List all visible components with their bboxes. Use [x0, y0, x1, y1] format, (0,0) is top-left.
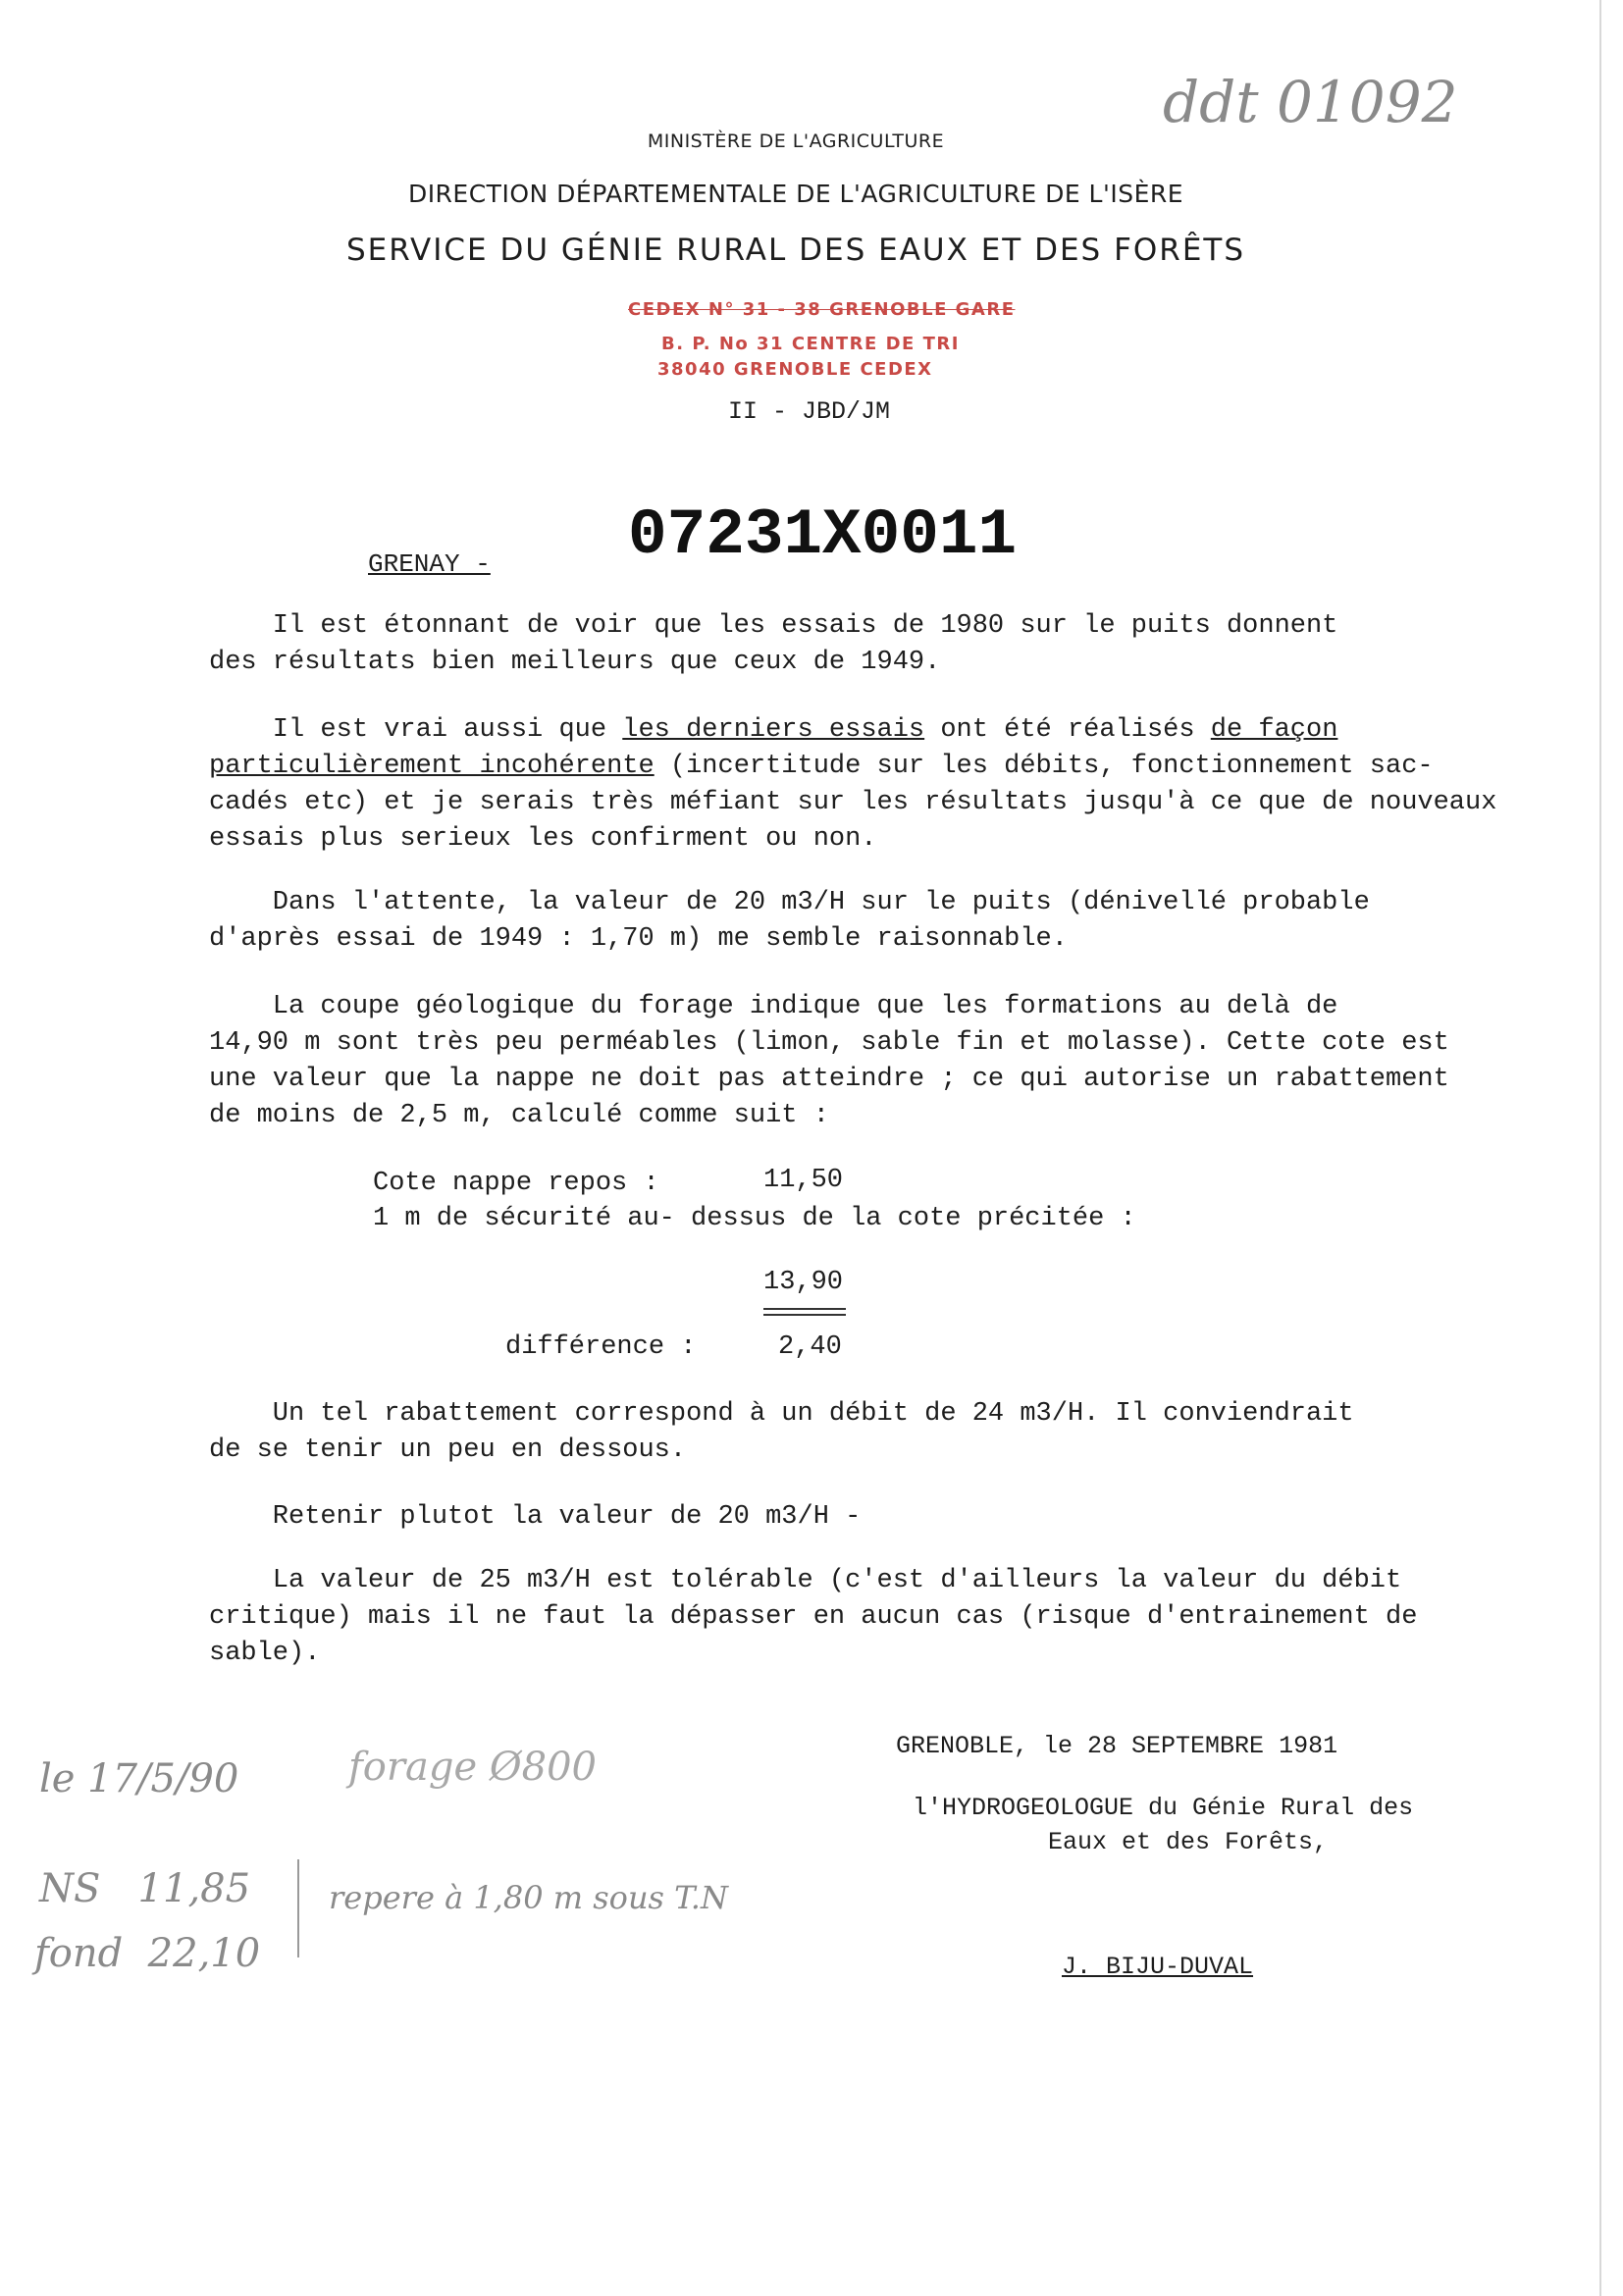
- paragraph-6: Retenir plutot la valeur de 20 m3/H -: [209, 1502, 862, 1532]
- handwritten-repere: repere à 1,80 m sous T.N: [329, 1879, 728, 1916]
- archive-annotation: ddt 01092: [1163, 69, 1458, 135]
- paragraph-4: La coupe géologique du forage indique que les formations au delà de 14,90 m sont très peu perméables (limon, sable fin et molasse). Cette cote est une valeur que la nappe ne doit pas atteindre ; ce qui autorise un rabattement de moins de 2,5 m, calculé comme suit :: [209, 992, 1449, 1130]
- calc-double-rule: [763, 1308, 846, 1316]
- file-code: 07231X0011: [628, 498, 1018, 572]
- handwritten-forage: forage Ø800: [348, 1745, 597, 1790]
- reference-code: II - JBD/JM: [728, 397, 891, 426]
- handwritten-ns: NS 11,85: [39, 1866, 251, 1911]
- calc-value-1: 11,50: [763, 1166, 844, 1195]
- calc-difference-value: 2,40: [778, 1332, 842, 1362]
- service-name: SERVICE DU GÉNIE RURAL DES EAUX ET DES FORÊTS: [345, 233, 1246, 268]
- address-line-2: 38040 GRENOBLE CEDEX: [657, 359, 933, 380]
- address-line-1: B. P. No 31 CENTRE DE TRI: [661, 334, 960, 354]
- ministry-name: MINISTÈRE DE L'AGRICULTURE: [647, 130, 945, 152]
- paragraph-2-underline-2: de façon: [1210, 715, 1338, 745]
- document-title: GRENAY -: [368, 549, 491, 579]
- calc-label-2: 1 m de sécurité au- dessus de la cote précitée :: [373, 1204, 1136, 1233]
- paragraph-7: La valeur de 25 m3/H est tolérable (c'est d'ailleurs la valeur du débit critique) mais il ne faut la dépasser en aucun cas (risque d'entrainement de sable).: [209, 1566, 1418, 1668]
- old-address: CEDEX N° 31 - 38 GRENOBLE GARE: [628, 299, 1016, 320]
- paragraph-1: Il est étonnant de voir que les essais de 1980 sur le puits donnent des résultats bien meilleurs que ceux de 1949.: [209, 611, 1338, 677]
- signatory-role-1: l'HYDROGEOLOGUE du Génie Rural des: [913, 1794, 1414, 1822]
- calc-value-2: 13,90: [763, 1268, 844, 1297]
- direction-name: DIRECTION DÉPARTEMENTALE DE L'AGRICULTURE DE L'ISÈRE: [407, 180, 1184, 208]
- binder-edge: [1599, 0, 1601, 2296]
- calc-label-1: Cote nappe repos :: [373, 1169, 659, 1198]
- paragraph-2-underline-3: particulièrement incohérente: [209, 752, 654, 781]
- paragraph-2: [209, 712, 1534, 858]
- paragraph-5: Un tel rabattement correspond à un débit de 24 m3/H. Il conviendrait de se tenir un peu en dessous.: [209, 1399, 1354, 1465]
- paragraph-2-underline-1: les derniers essais: [622, 715, 925, 745]
- paragraph-3: Dans l'attente, la valeur de 20 m3/H sur le puits (dénivellé probable d'après essai de 1949 : 1,70 m) me semble raisonnable.: [209, 888, 1370, 954]
- handwritten-bracket: [297, 1859, 299, 1957]
- paragraph-2-text: (incertitude sur les débits, fonctionnement sac- cadés etc) et je serais très méfiant sur les résultats jusqu'à ce que de nouveaux essais plus serieux les confirment ou non.: [209, 752, 1497, 854]
- signatory-name: J. BIJU-DUVAL: [1062, 1953, 1254, 1981]
- paragraph-2-text: Il est vrai aussi que: [209, 715, 623, 745]
- handwritten-date: le 17/5/90: [39, 1756, 239, 1801]
- place-date: GRENOBLE, le 28 SEPTEMBRE 1981: [896, 1732, 1338, 1760]
- calc-difference-label: différence :: [505, 1332, 697, 1362]
- signatory-role-2: Eaux et des Forêts,: [1048, 1828, 1329, 1856]
- paragraph-2-text: ont été réalisés: [924, 715, 1211, 745]
- handwritten-fond: fond 22,10: [34, 1931, 261, 1976]
